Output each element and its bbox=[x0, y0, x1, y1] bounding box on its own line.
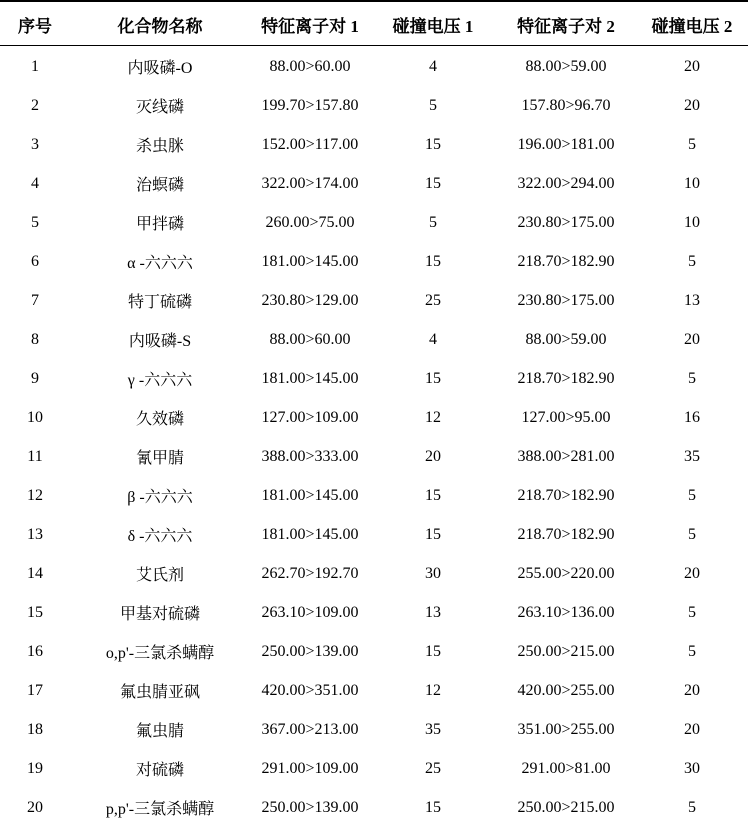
cell-compound-name: o,p'-三氯杀螨醇 bbox=[105, 645, 215, 662]
header-ion-pair-2: 特征离子对 2 bbox=[517, 17, 615, 36]
cell-ion-pair-2: 127.00>95.00 bbox=[521, 408, 611, 426]
cell-ion-pair-2: 218.70>182.90 bbox=[517, 369, 615, 387]
table-row bbox=[0, 320, 748, 359]
cell-collision-voltage-1: 13 bbox=[425, 603, 441, 621]
cell-index: 7 bbox=[31, 291, 39, 309]
cell-collision-voltage-2: 20 bbox=[684, 96, 700, 114]
cell-ion-pair-1: 181.00>145.00 bbox=[261, 369, 359, 387]
cell-ion-pair-1: 322.00>174.00 bbox=[261, 174, 359, 192]
cell-ion-pair-2: 218.70>182.90 bbox=[517, 486, 615, 504]
cell-collision-voltage-2: 5 bbox=[688, 486, 696, 504]
cell-collision-voltage-2: 10 bbox=[684, 213, 700, 231]
table-row bbox=[0, 164, 748, 203]
table-row bbox=[0, 45, 748, 86]
cell-collision-voltage-2: 20 bbox=[684, 681, 700, 699]
cell-compound-name: γ -六六六 bbox=[127, 372, 193, 389]
cell-compound-name: 甲基对硫磷 bbox=[119, 606, 200, 623]
cell-collision-voltage-1: 4 bbox=[429, 330, 437, 348]
cell-collision-voltage-2: 20 bbox=[684, 564, 700, 582]
table-row bbox=[0, 593, 748, 632]
cell-compound-name: p,p'-三氯杀螨醇 bbox=[105, 801, 215, 818]
cell-collision-voltage-1: 35 bbox=[425, 720, 441, 738]
cell-collision-voltage-2: 13 bbox=[684, 291, 700, 309]
cell-ion-pair-1: 181.00>145.00 bbox=[261, 486, 359, 504]
table-row bbox=[0, 86, 748, 125]
pesticide-ion-pair-table bbox=[0, 4, 748, 827]
table-row bbox=[0, 242, 748, 281]
cell-ion-pair-1: 262.70>192.70 bbox=[261, 564, 359, 582]
table-row bbox=[0, 671, 748, 710]
table-row bbox=[0, 476, 748, 515]
cell-index: 19 bbox=[27, 759, 43, 777]
cell-index: 2 bbox=[31, 96, 39, 114]
cell-ion-pair-1: 181.00>145.00 bbox=[261, 525, 359, 543]
cell-collision-voltage-2: 5 bbox=[688, 525, 696, 543]
cell-ion-pair-2: 218.70>182.90 bbox=[517, 525, 615, 543]
cell-collision-voltage-1: 15 bbox=[425, 525, 441, 543]
cell-collision-voltage-2: 20 bbox=[684, 720, 700, 738]
cell-collision-voltage-1: 15 bbox=[425, 642, 441, 660]
cell-ion-pair-2: 322.00>294.00 bbox=[517, 174, 615, 192]
cell-collision-voltage-2: 10 bbox=[684, 174, 700, 192]
cell-collision-voltage-1: 15 bbox=[425, 486, 441, 504]
cell-ion-pair-2: 388.00>281.00 bbox=[517, 447, 615, 465]
table-row bbox=[0, 632, 748, 671]
cell-ion-pair-1: 250.00>139.00 bbox=[261, 642, 359, 660]
cell-ion-pair-1: 152.00>117.00 bbox=[261, 135, 359, 153]
header-collision-voltage-1: 碰撞电压 1 bbox=[392, 17, 474, 36]
table-row bbox=[0, 515, 748, 554]
cell-ion-pair-2: 88.00>59.00 bbox=[525, 330, 607, 348]
header-index: 序号 bbox=[18, 17, 52, 36]
cell-collision-voltage-2: 35 bbox=[684, 447, 700, 465]
cell-compound-name: α -六六六 bbox=[127, 255, 193, 272]
cell-collision-voltage-1: 5 bbox=[429, 213, 437, 231]
cell-index: 6 bbox=[31, 252, 39, 270]
cell-index: 8 bbox=[31, 330, 39, 348]
cell-ion-pair-2: 230.80>175.00 bbox=[517, 213, 615, 231]
cell-compound-name: 氟虫腈亚砜 bbox=[119, 684, 200, 701]
cell-collision-voltage-1: 12 bbox=[425, 408, 441, 426]
cell-collision-voltage-1: 15 bbox=[425, 798, 441, 816]
cell-index: 3 bbox=[31, 135, 39, 153]
table-row bbox=[0, 554, 748, 593]
cell-ion-pair-2: 255.00>220.00 bbox=[517, 564, 615, 582]
cell-ion-pair-2: 196.00>181.00 bbox=[517, 135, 615, 153]
cell-collision-voltage-2: 5 bbox=[688, 135, 696, 153]
header-collision-voltage-2: 碰撞电压 2 bbox=[651, 17, 733, 36]
cell-collision-voltage-2: 30 bbox=[684, 759, 700, 777]
cell-ion-pair-1: 88.00>60.00 bbox=[269, 330, 351, 348]
cell-collision-voltage-2: 20 bbox=[684, 57, 700, 75]
cell-ion-pair-1: 199.70>157.80 bbox=[261, 96, 359, 114]
cell-compound-name: 甲拌磷 bbox=[135, 216, 184, 233]
cell-collision-voltage-2: 5 bbox=[688, 369, 696, 387]
cell-collision-voltage-1: 12 bbox=[425, 681, 441, 699]
cell-compound-name: 杀虫脒 bbox=[135, 138, 184, 155]
cell-ion-pair-1: 291.00>109.00 bbox=[261, 759, 359, 777]
cell-ion-pair-2: 291.00>81.00 bbox=[521, 759, 611, 777]
cell-collision-voltage-1: 15 bbox=[425, 135, 441, 153]
cell-compound-name: 对硫磷 bbox=[135, 762, 184, 779]
table-row bbox=[0, 281, 748, 320]
header-row bbox=[0, 4, 748, 45]
cell-ion-pair-1: 263.10>109.00 bbox=[261, 603, 359, 621]
cell-collision-voltage-1: 15 bbox=[425, 174, 441, 192]
table-row bbox=[0, 749, 748, 788]
cell-ion-pair-2: 230.80>175.00 bbox=[517, 291, 615, 309]
cell-compound-name: 内吸磷-O bbox=[127, 60, 193, 77]
cell-collision-voltage-2: 16 bbox=[684, 408, 700, 426]
cell-ion-pair-2: 157.80>96.70 bbox=[521, 96, 611, 114]
cell-compound-name: 治螟磷 bbox=[135, 177, 184, 194]
cell-collision-voltage-2: 20 bbox=[684, 330, 700, 348]
cell-compound-name: 氟虫腈 bbox=[135, 723, 184, 740]
cell-compound-name: β -六六六 bbox=[127, 489, 193, 506]
cell-collision-voltage-1: 5 bbox=[429, 96, 437, 114]
table-header bbox=[0, 4, 748, 45]
cell-compound-name: 内吸磷-S bbox=[128, 333, 192, 350]
cell-ion-pair-2: 351.00>255.00 bbox=[517, 720, 615, 738]
cell-ion-pair-2: 250.00>215.00 bbox=[517, 642, 615, 660]
cell-ion-pair-1: 127.00>109.00 bbox=[261, 408, 359, 426]
cell-collision-voltage-2: 5 bbox=[688, 603, 696, 621]
cell-ion-pair-1: 260.00>75.00 bbox=[265, 213, 355, 231]
cell-compound-name: 特丁硫磷 bbox=[127, 294, 192, 311]
cell-ion-pair-1: 388.00>333.00 bbox=[261, 447, 359, 465]
cell-ion-pair-1: 420.00>351.00 bbox=[261, 681, 359, 699]
cell-compound-name: 氰甲腈 bbox=[135, 450, 184, 467]
cell-collision-voltage-1: 15 bbox=[425, 252, 441, 270]
cell-compound-name: 艾氏剂 bbox=[135, 567, 184, 584]
cell-collision-voltage-2: 5 bbox=[688, 642, 696, 660]
cell-index: 1 bbox=[31, 57, 39, 75]
table-top-rule bbox=[0, 0, 748, 2]
cell-collision-voltage-2: 5 bbox=[688, 252, 696, 270]
cell-ion-pair-2: 88.00>59.00 bbox=[525, 57, 607, 75]
cell-index: 13 bbox=[27, 525, 43, 543]
cell-compound-name: 灭线磷 bbox=[135, 99, 184, 116]
cell-ion-pair-2: 263.10>136.00 bbox=[517, 603, 615, 621]
cell-ion-pair-1: 88.00>60.00 bbox=[269, 57, 351, 75]
cell-collision-voltage-1: 25 bbox=[425, 291, 441, 309]
cell-ion-pair-1: 367.00>213.00 bbox=[261, 720, 359, 738]
table-row bbox=[0, 359, 748, 398]
cell-collision-voltage-1: 30 bbox=[425, 564, 441, 582]
cell-index: 11 bbox=[27, 447, 43, 465]
table-row bbox=[0, 398, 748, 437]
header-divider bbox=[0, 45, 748, 46]
cell-collision-voltage-1: 20 bbox=[425, 447, 441, 465]
table-row bbox=[0, 437, 748, 476]
table-body bbox=[0, 45, 748, 827]
cell-collision-voltage-1: 25 bbox=[425, 759, 441, 777]
cell-compound-name: 久效磷 bbox=[135, 411, 184, 428]
cell-compound-name: δ -六六六 bbox=[127, 528, 193, 545]
cell-index: 14 bbox=[27, 564, 43, 582]
cell-collision-voltage-2: 5 bbox=[688, 798, 696, 816]
table-row bbox=[0, 788, 748, 827]
cell-index: 17 bbox=[27, 681, 43, 699]
header-ion-pair-1: 特征离子对 1 bbox=[261, 17, 359, 36]
cell-ion-pair-1: 230.80>129.00 bbox=[261, 291, 359, 309]
cell-index: 16 bbox=[27, 642, 43, 660]
cell-ion-pair-2: 420.00>255.00 bbox=[517, 681, 615, 699]
cell-index: 15 bbox=[27, 603, 43, 621]
table-row bbox=[0, 203, 748, 242]
cell-ion-pair-1: 181.00>145.00 bbox=[261, 252, 359, 270]
cell-collision-voltage-1: 4 bbox=[429, 57, 437, 75]
cell-index: 9 bbox=[31, 369, 39, 387]
cell-index: 12 bbox=[27, 486, 43, 504]
table-row bbox=[0, 125, 748, 164]
cell-collision-voltage-1: 15 bbox=[425, 369, 441, 387]
cell-index: 18 bbox=[27, 720, 43, 738]
table-row bbox=[0, 710, 748, 749]
header-compound-name: 化合物名称 bbox=[117, 17, 203, 36]
cell-index: 20 bbox=[27, 798, 43, 816]
cell-index: 4 bbox=[31, 174, 39, 192]
cell-index: 10 bbox=[27, 408, 43, 426]
cell-index: 5 bbox=[31, 213, 39, 231]
cell-ion-pair-2: 250.00>215.00 bbox=[517, 798, 615, 816]
cell-ion-pair-2: 218.70>182.90 bbox=[517, 252, 615, 270]
cell-ion-pair-1: 250.00>139.00 bbox=[261, 798, 359, 816]
